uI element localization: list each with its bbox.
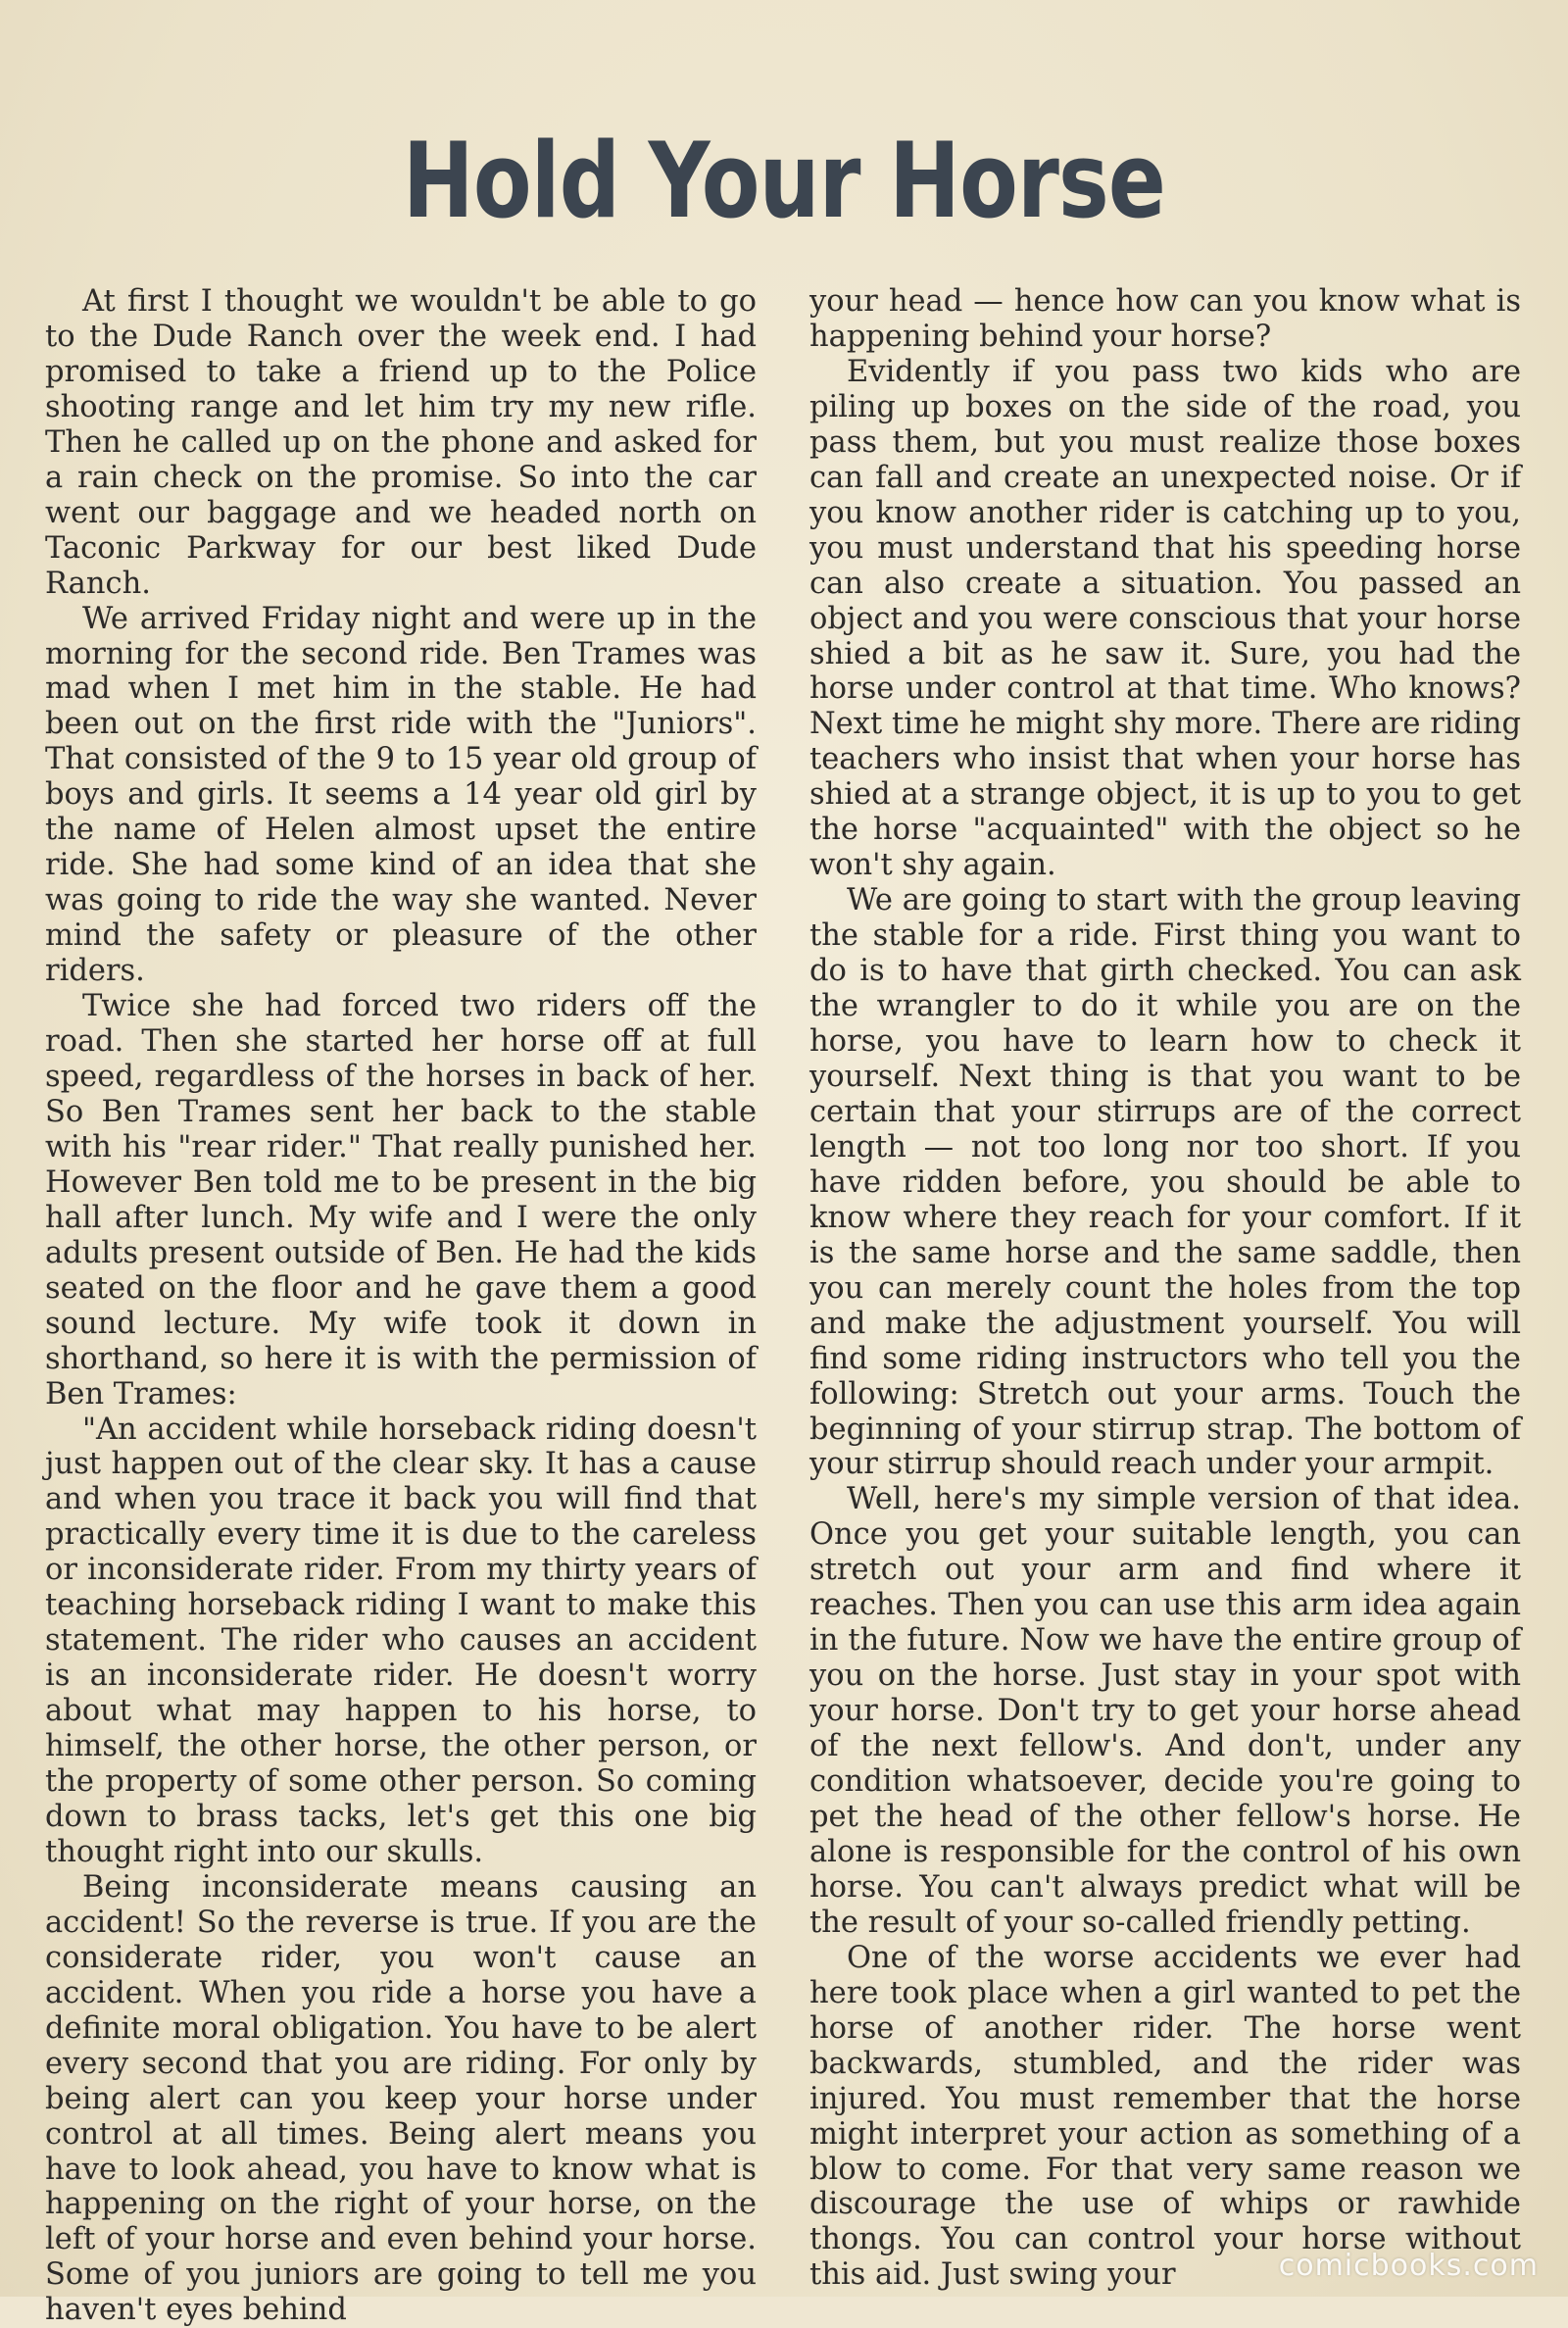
- paragraph: Being inconsiderate means causing an accident! So the reverse is true. If you are the considerate rider, you won't cause an accident. When you ride a horse you have a definite moral obligation. You have to be alert every second that you are riding. For only by being alert can you keep your horse under control at all times. Being alert means you have to look ahead, you have to know what is happening on the right of your horse, on the left of your horse and even behind your horse. Some of you juniors are going to tell me you haven't eyes behind: [45, 1869, 757, 2328]
- right-column: [809, 284, 1521, 2293]
- paragraph: Well, here's my simple version of that idea. Once you get your suitable length, you can stretch out your arm and find where it reaches. Then you can use this arm idea again in the future. Now we have the entire group of you on the horse. Just stay in your spot with your horse. Don't try to get your horse ahead of the next fellow's. And don't, under any condition whatsoever, decide you're going to pet the head of the other fellow's horse. He alone is responsible for the control of his own horse. You can't always predict what will be the result of your so-called friendly petting.: [809, 1482, 1521, 1940]
- paragraph: One of the worse accidents we ever had here took place when a girl wanted to pet the horse of another rider. The horse went backwards, stumbled, and the rider was injured. You must remember that the horse might interpret your action as something of a blow to come. For that very same reason we discourage the use of whips or rawhide thongs. You can control your horse without this aid. Just swing your: [809, 1940, 1521, 2293]
- paragraph: "An accident while horseback riding doesn't just happen out of the clear sky. It has a cause and when you trace it back you will find that practically every time it is due to the careless or inconsiderate rider. From my thirty years of teaching horseback riding I want to make this statement. The rider who causes an accident is an inconsiderate rider. He doesn't worry about what may happen to his horse, to himself, the other horse, the other person, or the property of some other person. So coming down to brass tacks, let's get this one big thought right into our skulls.: [45, 1412, 757, 1869]
- left-column: [45, 284, 757, 2328]
- site-watermark: comicbooks.com: [1278, 2249, 1539, 2283]
- paragraph: We arrived Friday night and were up in the morning for the second ride. Ben Trames was mad when I met him in the stable. He had been out on the first ride with the "Juniors". That consisted of the 9 to 15 year old group of boys and girls. It seems a 14 year old girl by the name of Helen almost upset the entire ride. She had some kind of an idea that she was going to ride the way she wanted. Never mind the safety or pleasure of the other riders.: [45, 601, 757, 989]
- paragraph-continuation: your head — hence how can you know what is happening behind your horse?: [809, 284, 1521, 354]
- paragraph: We are going to start with the group leaving the stable for a ride. First thing you want to do is to have that girth checked. You can ask the wrangler to do it while you are on the horse, you have to learn how to check it yourself. Next thing is that you want to be certain that your stirrups are of the correct length — not too long nor too short. If you have ridden before, you should be able to know where they reach for your comfort. If it is the same horse and the same saddle, then you can merely count the holes from the top and make the adjustment yourself. You will find some riding instructors who tell you the following: Stretch out your arms. Touch the beginning of your stirrup strap. The bottom of your stirrup should reach under your armpit.: [809, 883, 1521, 1482]
- paragraph: At first I thought we wouldn't be able to go to the Dude Ranch over the week end. I had promised to take a friend up to the Police shooting range and let him try my new rifle. Then he called up on the phone and asked for a rain check on the promise. So into the car went our baggage and we headed north on Taconic Parkway for our best liked Dude Ranch.: [45, 284, 757, 601]
- article-title: Hold Your Horse: [402, 121, 1166, 242]
- paragraph: Twice she had forced two riders off the road. Then she started her horse off at full speed, regardless of the horses in back of her. So Ben Trames sent her back to the stable with his "rear rider." That really punished her. However Ben told me to be present in the big hall after lunch. My wife and I were the only adults present outside of Ben. He had the kids seated on the floor and he gave them a good sound lecture. My wife took it down in shorthand, so here it is with the permission of Ben Trames:: [45, 989, 757, 1412]
- paragraph: Evidently if you pass two kids who are piling up boxes on the side of the road, you pass them, but you must realize those boxes can fall and create an unexpected noise. Or if you know another rider is catching up to you, you must understand that his speeding horse can also create a situation. You passed an object and you were conscious that your horse shied a bit as he saw it. Sure, you had the horse under control at that time. Who knows? Next time he might shy more. There are riding teachers who insist that when your horse has shied at a strange object, it is up to you to get the horse "acquainted" with the object so he won't shy again.: [809, 354, 1521, 883]
